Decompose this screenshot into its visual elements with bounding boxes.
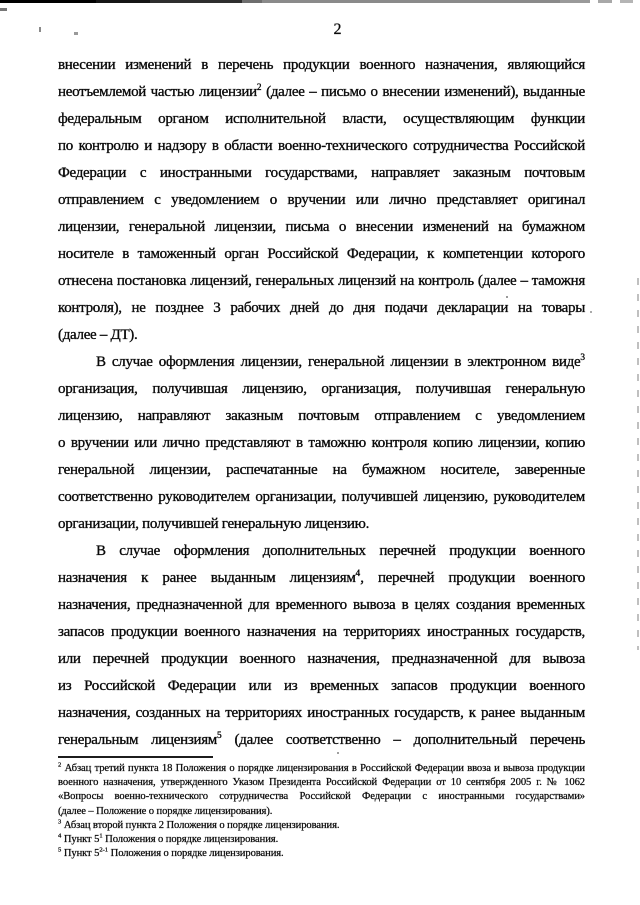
text-line: контроля), не позднее 3 рабочих дней до дня подачи декларации на товары [58, 300, 585, 316]
scan-artifact-speck [590, 311, 592, 313]
text-line: (далее – Положение о порядке лицензирования). [58, 805, 273, 817]
text-line: отправлением с уведомлением о вручении или лично представляет оригинал [58, 192, 585, 208]
text-line: генеральной лицензии, распечатанные на бумажном носителе, заверенные [58, 462, 585, 478]
footnote [58, 833, 585, 847]
scan-artifact-right-edge [637, 278, 639, 650]
text-line: лицензии, генеральной лицензии, письма о внесении изменений на бумажном [58, 219, 585, 235]
document-body [58, 52, 585, 754]
text-line: отнесена постановка лицензий, генеральных лицензий на контроль (далее – таможня [58, 273, 585, 289]
footnote [58, 762, 585, 819]
text-line: лицензию, направляют заказным почтовым отправлением с уведомлением [58, 408, 585, 424]
text-line: неотъемлемой частью лицензии$^2$ (далее – письмо о внесении изменений), выданные [58, 83, 585, 100]
page-number: 2 [333, 21, 342, 38]
text-line: организация, получившая лицензию, организация, получившая генеральную [58, 381, 585, 397]
text-line: В случае оформления дополнительных перечней продукции военного [96, 543, 585, 559]
text-line: $^2$ Абзац третий пункта 18 Положения о порядке лицензирования в Российской Федерации ввоза и вывоза продукции [58, 761, 585, 774]
text-line: федеральным органом исполнительной власти, осуществляющим функции [58, 111, 585, 127]
text-line: по контролю и надзору в области военно-технического сотрудничества Российской [58, 138, 585, 154]
text-line: запасов продукции военного назначения на территориях иностранных государств, [58, 624, 585, 640]
footnotes [58, 762, 585, 861]
text-line: о вручении или лично представляют в таможню контроля копию лицензии, копию [58, 435, 585, 451]
text-line: $^3$ Абзац второй пункта 2 Положения о порядке лицензирования. [58, 818, 340, 831]
text-line: $^5$ Пункт 5$^{2-1}$ Положения о порядке лицензирования. [58, 846, 284, 860]
text-line: генеральным лицензиям$^5$ (далее соответственно – дополнительный перечень [58, 731, 585, 748]
paragraph [58, 538, 585, 754]
text-line: военного назначения, утвержденного Указом Президента Российской Федерации от 10 сентября 2005 г. № 1062 [58, 777, 585, 789]
text-line: (далее – ДТ). [58, 327, 138, 343]
scan-artifact-speck [39, 27, 41, 32]
text-line: организации, получившей генеральную лицензию. [58, 516, 370, 532]
text-line: назначения, созданных на территориях иностранных государств, к ранее выданным [58, 705, 585, 721]
text-line: В случае оформления лицензии, генеральной лицензии в электронном виде$^3$ [96, 353, 585, 370]
footnote [58, 819, 585, 833]
paragraph [58, 349, 585, 538]
footnote [58, 847, 585, 861]
text-line: назначения к ранее выданным лицензиям$^4$, перечней продукции военного [58, 569, 585, 586]
text-line: соответственно руководителем организации, получившей лицензию, руководителем [58, 489, 585, 505]
footnote-separator [58, 756, 213, 758]
text-line: Федерации с иностранными государствами, направляет заказным почтовым [58, 165, 585, 181]
text-line: $^4$ Пункт $5^1$ Положения о порядке лицензирования. [58, 832, 279, 846]
text-line: или перечней продукции военного назначения, предназначенной для вывоза [58, 651, 585, 667]
text-line: «Вопросы военно-технического сотрудничества Российской Федерации с иностранными государствами» [58, 791, 585, 803]
text-line: внесении изменений в перечень продукции военного назначения, являющийся [58, 57, 585, 73]
scan-artifact-left-mark [0, 8, 7, 11]
scan-artifact-top-bar [0, 0, 640, 3]
paragraph [58, 52, 585, 349]
text-line: назначения, предназначенной для временного вывоза в целях создания временных [58, 597, 585, 613]
text-line: носителе в таможенный орган Российской Федерации, к компетенции которого [58, 246, 585, 262]
text-line: из Российской Федерации или из временных запасов продукции военного [58, 678, 585, 694]
